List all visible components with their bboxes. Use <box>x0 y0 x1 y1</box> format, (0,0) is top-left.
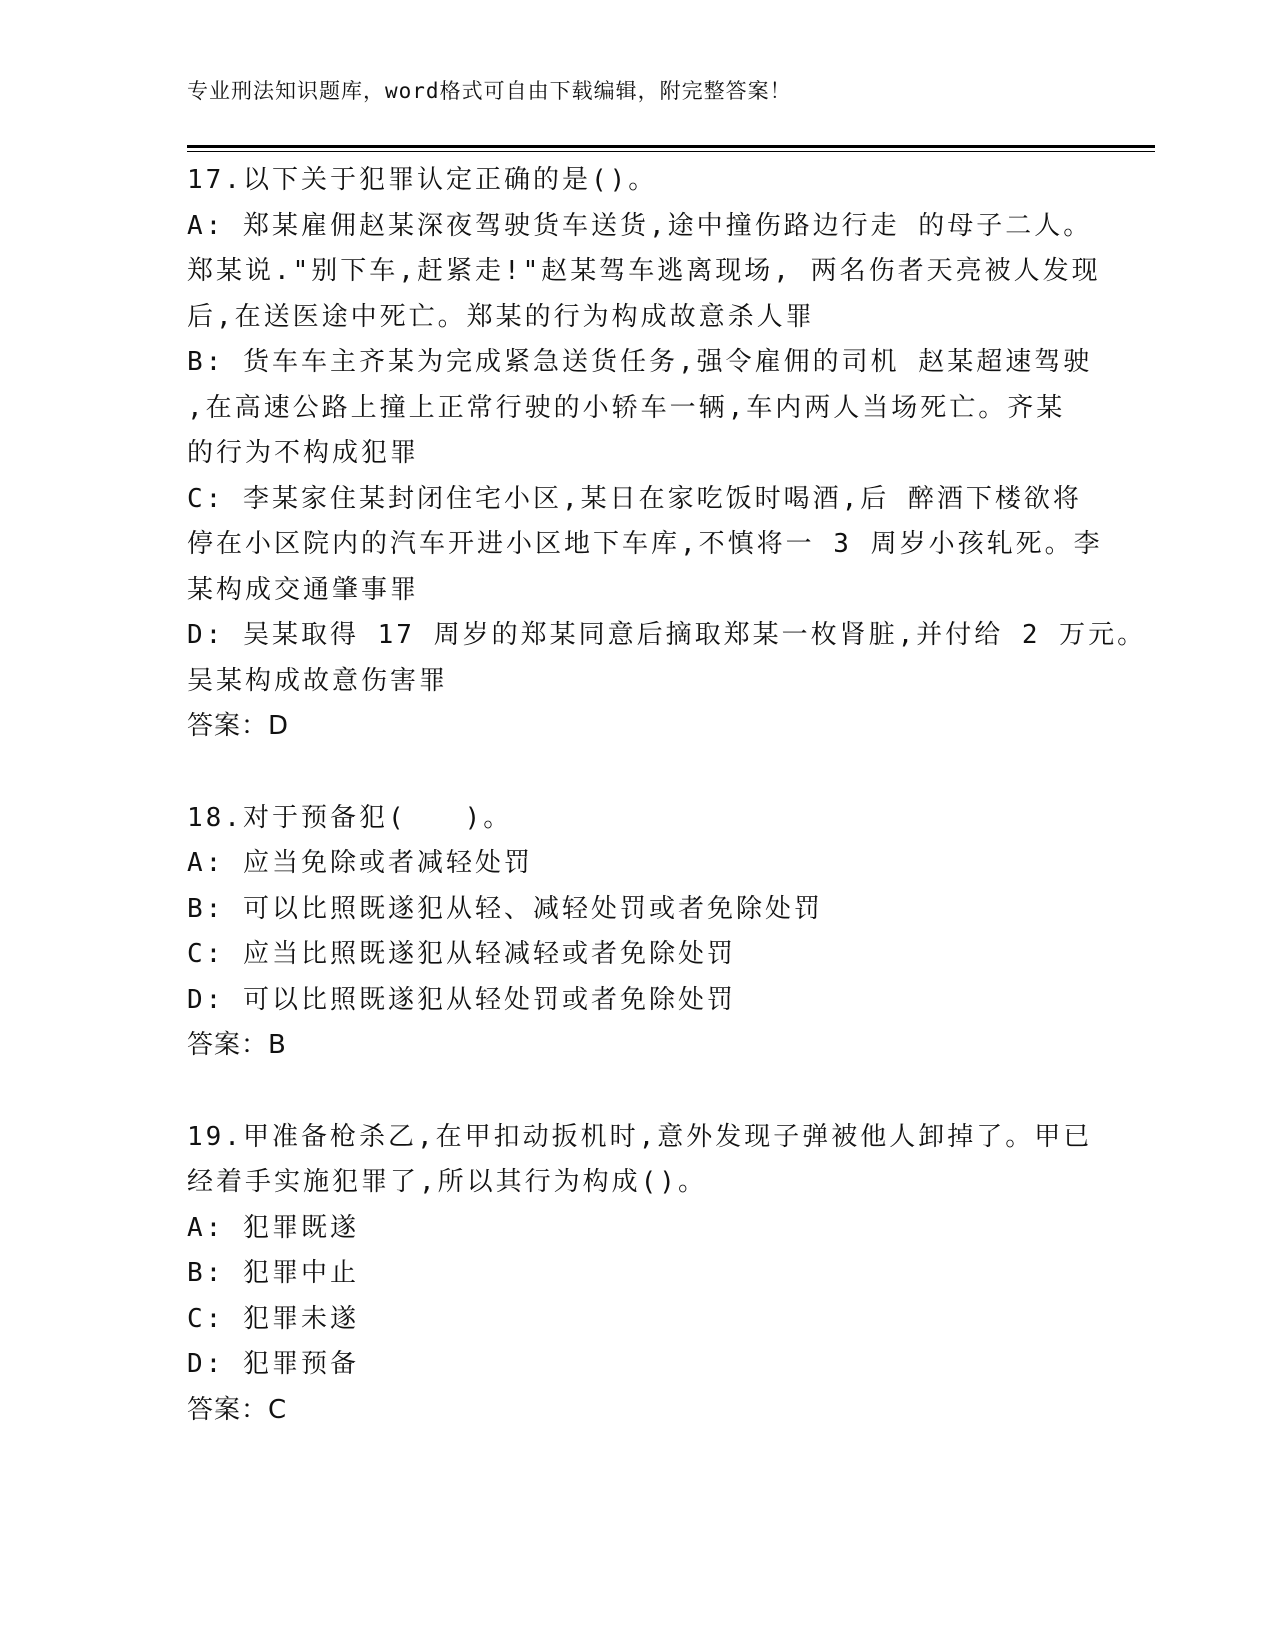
question-line: B: 货车车主齐某为完成紧急送货任务,强令雇佣的司机 赵某超速驾驶 <box>187 347 1093 377</box>
question-spacer <box>187 1069 1087 1115</box>
question-line: 后,在送医途中死亡。郑某的行为构成故意杀人罪 <box>187 301 815 332</box>
question-line: 的行为不构成犯罪 <box>187 438 420 468</box>
question-line: 18.对于预备犯( )。 <box>187 802 513 833</box>
question-line: D: 吴某取得 17 周岁的郑某同意后摘取郑某一枚肾脏,并付给 2 万元。 <box>187 620 1147 650</box>
question-line: B: 犯罪中止 <box>187 1258 359 1288</box>
question-line: B: 可以比照既遂犯从轻、减轻处罚或者免除处罚 <box>187 893 823 924</box>
question-line: A: 郑某雇佣赵某深夜驾驶货车送货,途中撞伤路边行走 的母子二人。 <box>187 210 1093 241</box>
question-block <box>187 158 1147 750</box>
question-block <box>187 1115 1093 1434</box>
question-line: 经着手实施犯罪了,所以其行为构成()。 <box>187 1167 707 1197</box>
question-list <box>187 158 1147 1433</box>
question-line: A: 应当免除或者减轻处罚 <box>187 848 533 878</box>
question-line: 17.以下关于犯罪认定正确的是()。 <box>187 165 658 195</box>
question-line: 停在小区院内的汽车开进小区地下车库,不慎将一 3 周岁小孩轧死。李 <box>187 529 1103 559</box>
answer-line: 答案：C <box>187 1394 288 1425</box>
question-line: C: 应当比照既遂犯从轻减轻或者免除处罚 <box>187 939 736 969</box>
question-line: ,在高速公路上撞上正常行驶的小轿车一辆,车内两人当场死亡。齐某 <box>187 392 1066 423</box>
question-line: C: 李某家住某封闭住宅小区,某日在家吃饭时喝酒,后 醉酒下楼欲将 <box>187 483 1082 514</box>
answer-line: 答案：B <box>187 1030 287 1060</box>
question-line: 19.甲准备枪杀乙,在甲扣动扳机时,意外发现子弹被他人卸掉了。甲已 <box>187 1121 1093 1152</box>
question-line: 某构成交通肇事罪 <box>187 574 420 605</box>
question-line: D: 犯罪预备 <box>187 1349 359 1379</box>
page-header: 专业刑法知识题库，word格式可自由下载编辑，附完整答案！ <box>187 79 792 103</box>
header-rule-thick <box>187 145 1155 148</box>
question-line: A: 犯罪既遂 <box>187 1212 359 1243</box>
question-line: 郑某说."别下车,赶紧走!"赵某驾车逃离现场, 两名伤者天亮被人发现 <box>187 256 1101 286</box>
question-line: D: 可以比照既遂犯从轻处罚或者免除处罚 <box>187 984 736 1015</box>
question-line: 吴某构成故意伤害罪 <box>187 665 449 696</box>
answer-line: 答案：D <box>187 711 290 741</box>
question-block <box>187 796 1087 1069</box>
question-spacer <box>187 750 1087 796</box>
question-line: C: 犯罪未遂 <box>187 1303 359 1334</box>
header-rule-thin <box>187 151 1155 152</box>
